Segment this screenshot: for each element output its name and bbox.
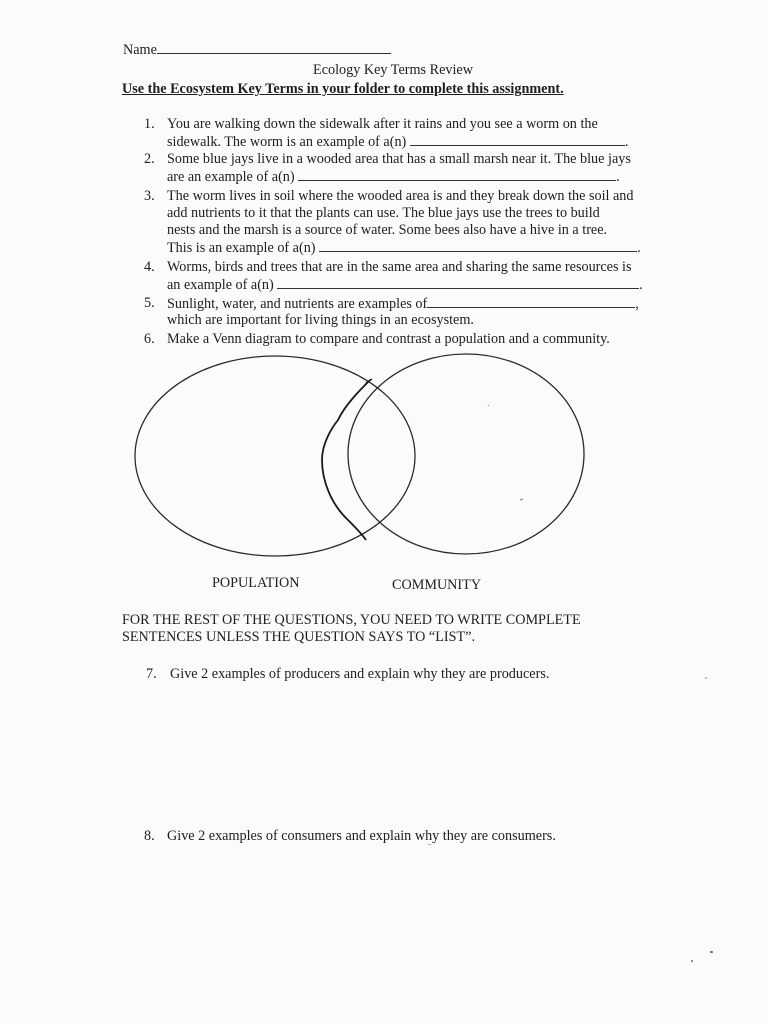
- hand-drawn-overlap-line: [322, 380, 370, 540]
- worksheet-title: Ecology Key Terms Review: [313, 62, 473, 78]
- question-number: 4.: [144, 259, 155, 275]
- population-circle: [135, 356, 415, 556]
- question-number: 7.: [146, 666, 157, 682]
- question-number: 3.: [144, 188, 155, 204]
- question-text: are an example of a(n): [167, 169, 295, 185]
- question-number: 2.: [144, 151, 155, 167]
- question-text: sidewalk. The worm is an example of a(n): [167, 134, 407, 150]
- question-number: 8.: [144, 828, 155, 844]
- question-line: Make a Venn diagram to compare and contrast a population and a community.: [167, 331, 610, 347]
- venn-label-community: COMMUNITY: [392, 577, 482, 593]
- question-line: You are walking down the sidewalk after it rains and you see a worm on the: [167, 116, 598, 132]
- scan-speck: [705, 677, 707, 679]
- question-punctuation: .: [639, 277, 643, 293]
- question-number: 1.: [144, 116, 155, 132]
- stray-mark: [488, 405, 489, 406]
- question-number: 6.: [144, 331, 155, 347]
- question-punctuation: .: [616, 169, 620, 185]
- question-line: add nutrients to it that the plants can use. The blue jays use the trees to build: [167, 205, 600, 221]
- question-line: nests and the marsh is a source of water. Some bees also have a hive in a tree.: [167, 222, 608, 238]
- question-text: Sunlight, water, and nutrients are examples of: [167, 296, 428, 312]
- question-punctuation: .: [624, 134, 629, 150]
- stray-mark: [520, 499, 523, 500]
- venn-label-population: POPULATION: [212, 575, 300, 591]
- name-label: Name: [123, 42, 157, 58]
- question-line: The worm lives in soil where the wooded area is and they break down the soil and: [167, 188, 634, 204]
- question-text: an example of a(n): [167, 277, 274, 293]
- assignment-instructions: Use the Ecosystem Key Terms in your folder to complete this assignment.: [122, 81, 564, 97]
- community-circle: [348, 354, 584, 554]
- question-line: Give 2 examples of producers and explain why they are producers.: [170, 666, 550, 682]
- question-line: Give 2 examples of consumers and explain why they are consumers.: [167, 828, 556, 844]
- rest-instruction-line: SENTENCES UNLESS THE QUESTION SAYS TO “LIST”.: [122, 629, 475, 645]
- scan-speck: [710, 951, 713, 953]
- rest-instruction-line: FOR THE REST OF THE QUESTIONS, YOU NEED TO WRITE COMPLETE: [122, 612, 581, 628]
- question-text: This is an example of a(n): [167, 240, 316, 256]
- question-line: Worms, birds and trees that are in the same area and sharing the same resources is: [167, 259, 632, 275]
- question-line: Some blue jays live in a wooded area that has a small marsh near it. The blue jays: [167, 151, 631, 167]
- question-line: which are important for living things in an ecosystem.: [167, 312, 474, 328]
- scan-speck: [428, 844, 431, 845]
- scan-speck: [691, 960, 693, 962]
- question-number: 5.: [144, 295, 155, 311]
- question-punctuation: ,: [635, 296, 639, 312]
- question-punctuation: .: [637, 240, 641, 256]
